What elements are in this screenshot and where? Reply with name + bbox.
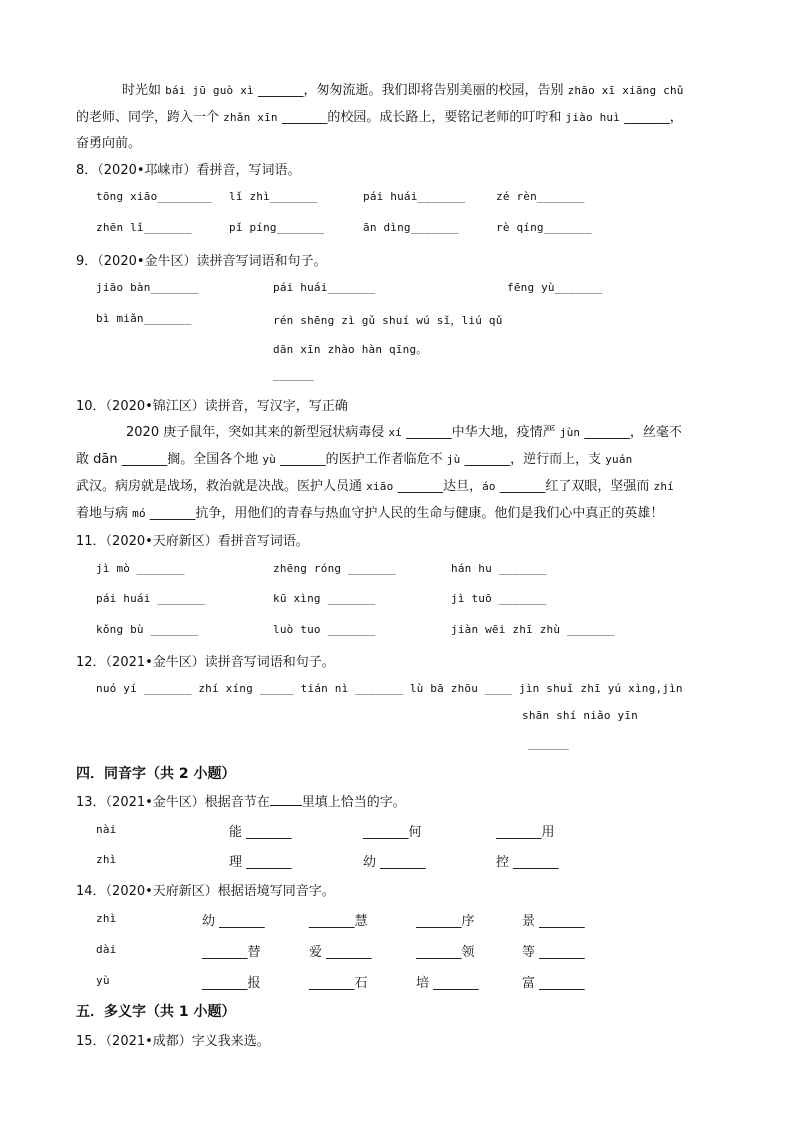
q11-item: jì mò _______ [96,562,185,575]
q11-item: pái huái _______ [96,592,206,605]
q14-item: 富 _______ [522,976,585,991]
q13-item: 幼 _______ [363,855,426,870]
q14-item: 幼 _______ [202,914,265,929]
q12-blank: ______ [528,737,569,750]
q9-item: pái huái_______ [273,281,376,294]
q11-item: luò tuo _______ [273,623,376,636]
q12-line-2: shān shí niǎo yīn [522,709,638,722]
q14-syllable: dài [96,943,117,956]
passage-line-1: 时光如 bái jū guò xì _______，匆匆流逝。我们即将告别美丽的校园，告别 zhāo xī xiāng chǔ [122,83,684,98]
q8-item: pái huái_______ [363,190,466,203]
q8-item: zhēn lǐ_______ [96,221,192,234]
q14-item: _______报 [202,976,261,991]
q8-item: tōng xiāo________ [96,190,212,203]
q13-syllable: nài [96,823,117,836]
q9-item: bì miǎn_______ [96,312,192,325]
q11-item: zhēng róng _______ [273,562,396,575]
q14-item: 等 _______ [522,945,585,960]
q9-sentence: rén shēng zì gǔ shuí wú sǐ，liú qǔ [273,314,503,327]
q11-item: jiàn wēi zhī zhù _______ [451,623,615,636]
q10-line-4: 着地与病 mó _______抗争，用他们的青春与热血守护人民的生命与健康。他们是我们心中真正的英雄！ [76,506,664,521]
q10-line-2: 敢 dān _______搁。全国各个地 yù _______的医护工作者临危不 jù _______，逆行而上，支 yuán [76,452,633,467]
q9-blank: ______ [273,368,314,381]
q13-item: _______何 [363,825,422,840]
q8-item: ān dìng_______ [363,221,459,234]
passage-line-3: 奋勇向前。 [76,136,142,151]
q13-item: 控 _______ [496,855,559,870]
q13-syllable: zhì [96,853,117,866]
question-12-title: 12．（2021•金牛区）读拼音写词语和句子。 [76,655,335,670]
q14-item: _______领 [416,945,475,960]
q14-syllable: yù [96,974,110,987]
q14-item: _______替 [202,945,261,960]
q11-item: kǒng bù _______ [96,623,199,636]
q11-item: jì tuō _______ [451,592,547,605]
question-14-title: 14．（2020•天府新区）根据语境写同音字。 [76,884,335,899]
q14-syllable: zhì [96,912,117,925]
q13-item: _______用 [496,825,555,840]
q14-item: _______慧 [309,914,368,929]
question-10-title: 10．（2020•锦江区）读拼音，写汉字，写正确 [76,399,348,414]
passage-line-2: 的老师、同学，跨入一个 zhǎn xīn _______的校园。成长路上，要铭记老师的叮咛和 jiào huì _______， [76,110,683,125]
q9-item: jiāo bàn_______ [96,281,199,294]
q12-line-1: nuó yí _______ zhí xíng _____ tián nì _______ lù bā zhōu ____ jìn shuǐ zhī yú xìng,jìn [96,682,683,695]
q8-item: rè qíng_______ [496,221,592,234]
q14-item: _______石 [309,976,368,991]
q9-item: fēng yù_______ [507,281,603,294]
q13-item: 理 _______ [229,855,292,870]
section-4-heading: 四．同音字（共 2 小题） [76,766,236,782]
question-13-title: 13．（2021•金牛区）根据音节在 里填上恰当的字。 [76,795,406,810]
q14-item: 景 _______ [522,914,585,929]
question-9-title: 9．（2020•金牛区）读拼音写词语和句子。 [76,254,327,269]
q8-item: zé rèn_______ [496,190,585,203]
title-blank [270,793,302,806]
q14-item: 培 _______ [416,976,479,991]
q10-line-1: 2020 庚子鼠年，突如其来的新型冠状病毒侵 xí _______中华大地，疫情严 jùn _______，丝毫不 [126,425,682,440]
q14-item: 爱 _______ [309,945,372,960]
question-8-title: 8．（2020•邛崃市）看拼音，写词语。 [76,163,301,178]
section-5-heading: 五．多义字（共 1 小题） [76,1004,236,1020]
question-11-title: 11．（2020•天府新区）看拼音写词语。 [76,534,309,549]
q9-sentence: dān xīn zhào hàn qīng。 [273,343,428,356]
q8-item: pǐ píng_______ [229,221,325,234]
question-15-title: 15．（2021•成都）字义我来选。 [76,1034,270,1049]
q11-item: hán hu _______ [451,562,547,575]
q13-item: 能 _______ [229,825,292,840]
q8-item: lǐ zhì_______ [229,190,318,203]
q14-item: _______序 [416,914,475,929]
q11-item: kū xìng _______ [273,592,376,605]
q10-line-3: 武汉。病房就是战场，救治就是决战。医护人员通 xiāo _______达旦，áo _______红了双眼，坚强而 zhí [76,479,674,494]
